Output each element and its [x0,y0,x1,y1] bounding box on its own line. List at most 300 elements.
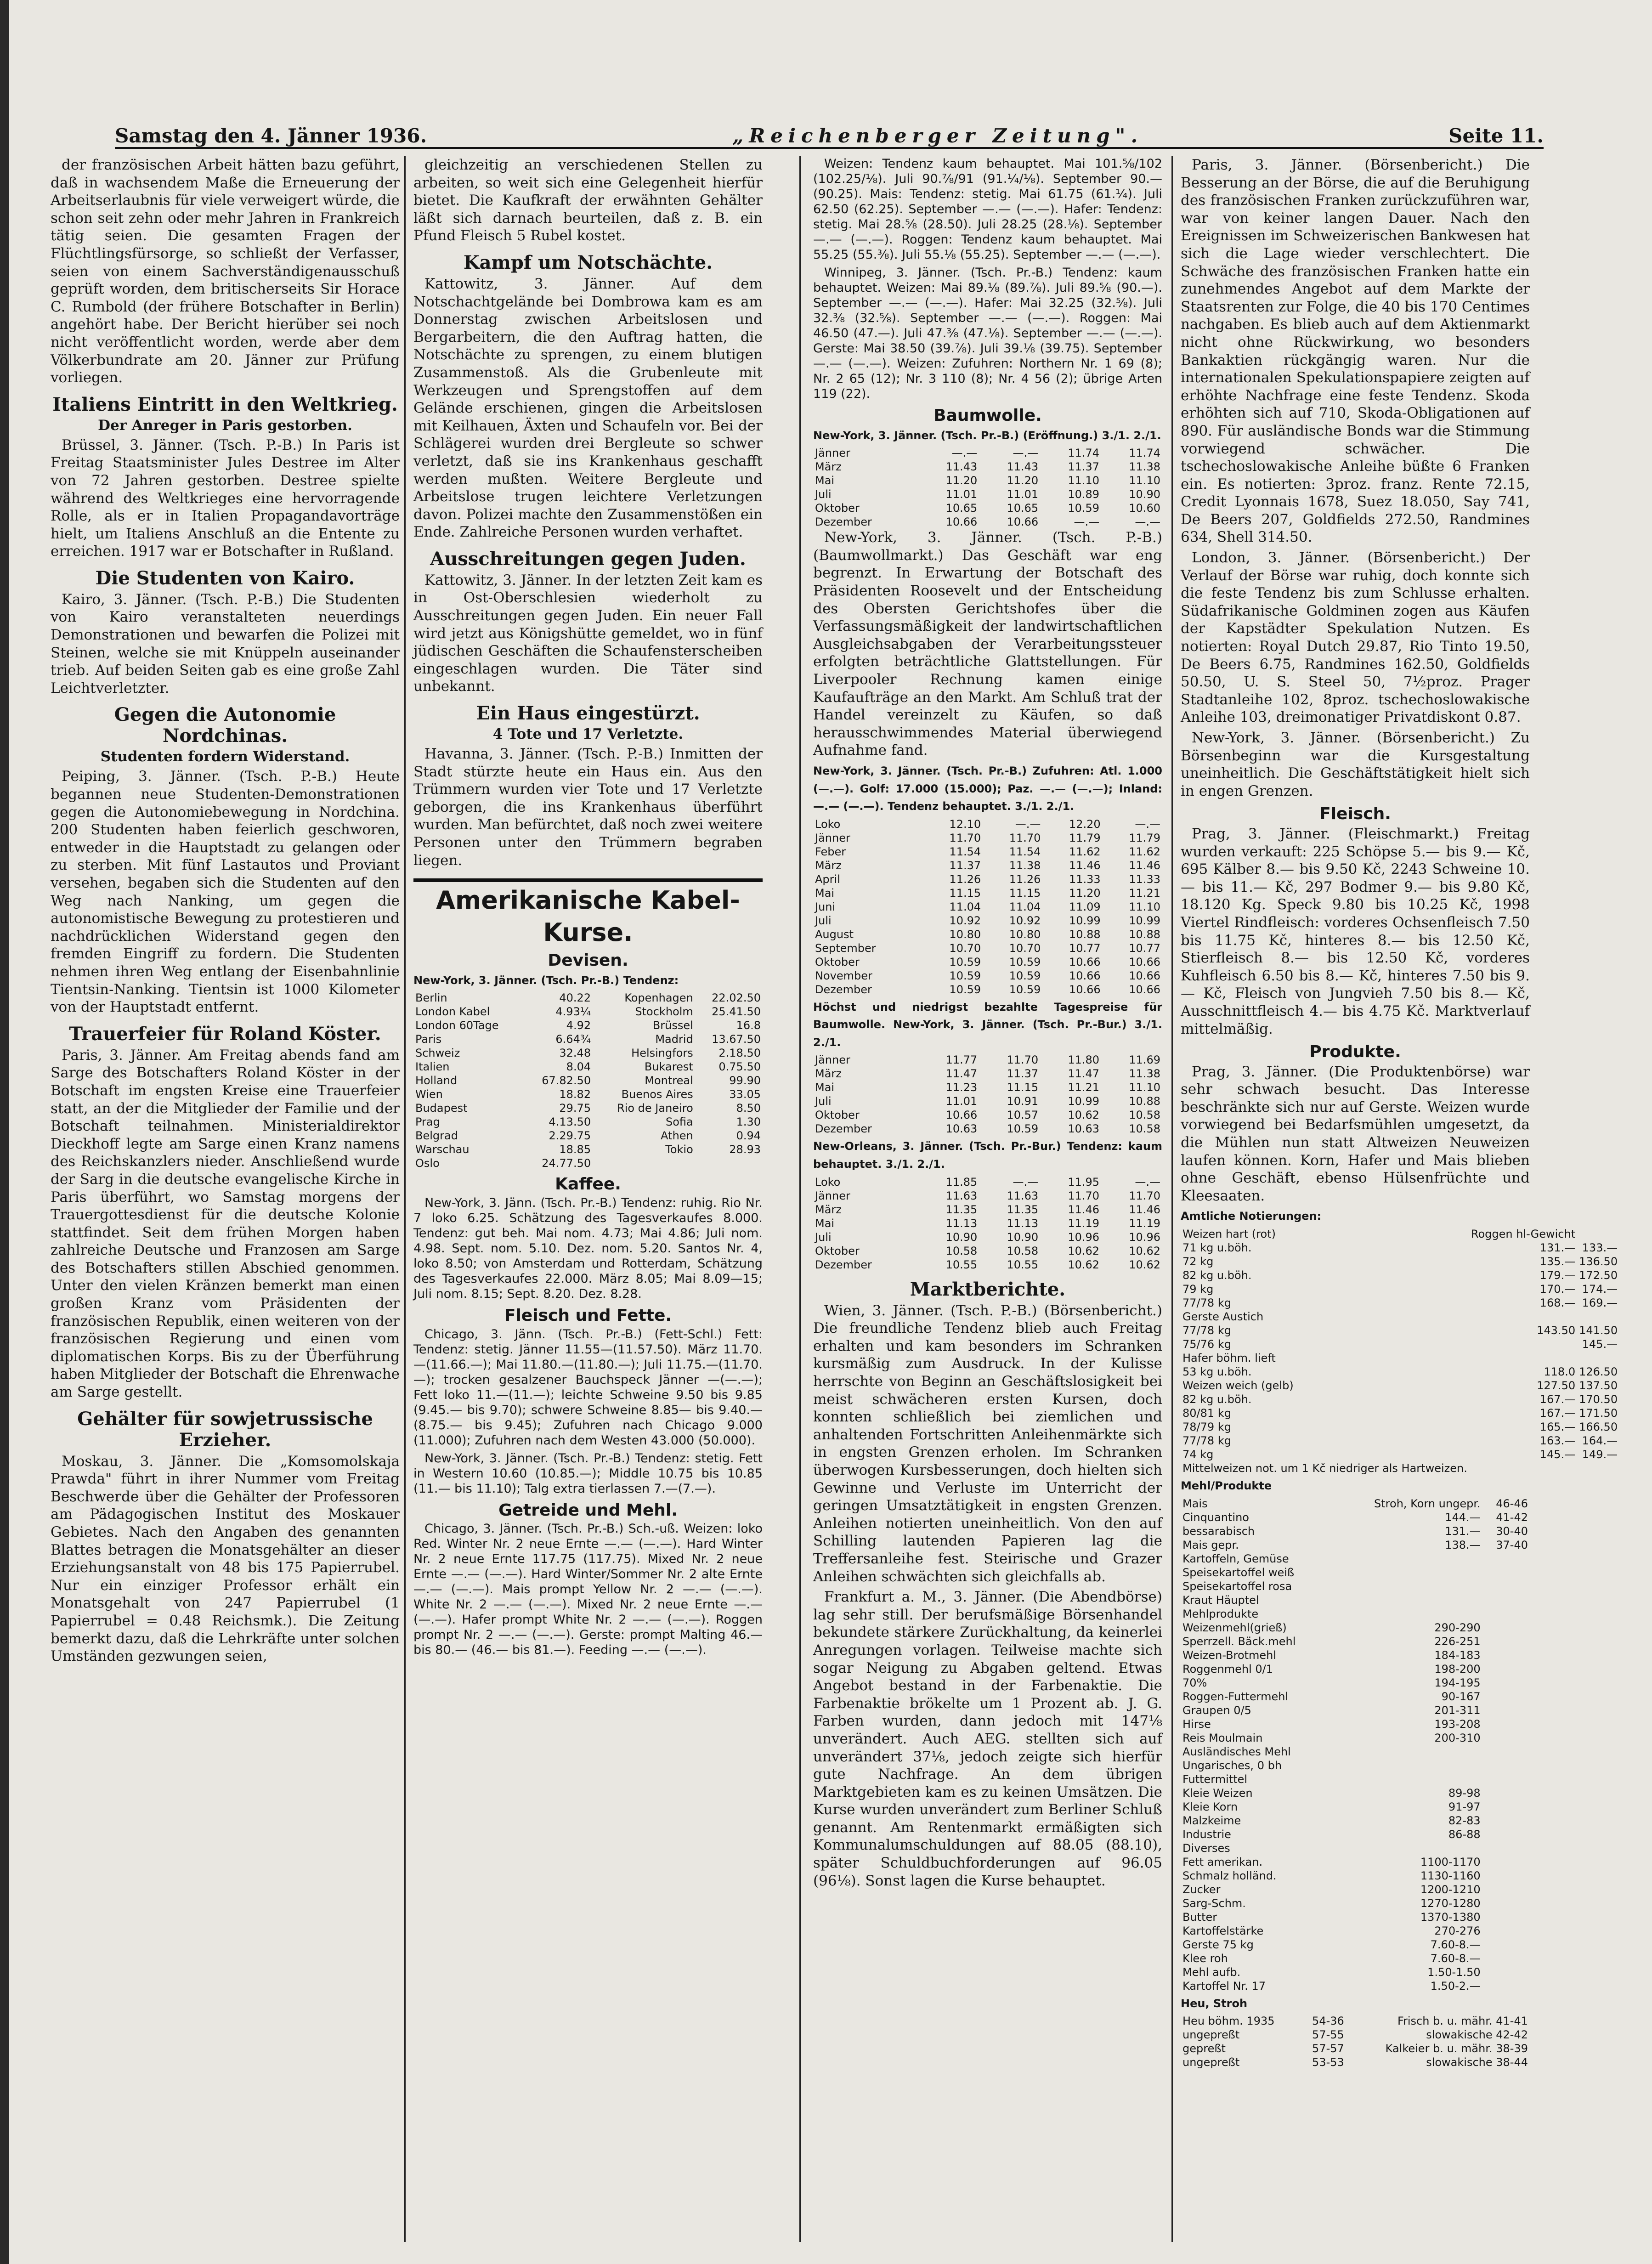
table-cell: 11.46 [1129,859,1160,872]
table-cell: 226-251 [1434,1635,1481,1648]
table-cell: 10.90 [1007,1230,1039,1244]
table-cell: Kopenhagen [624,991,693,1005]
article-text: Moskau, 3. Jänner. Die „Komsomolskaja Prawda" führt in ihrer Nummer vom Freitag Beschwerde über die Gehälter der Professoren am Pädagogischen Institut des Moskauer Gebietes. Nach den Angaben des genannten Blattes betragen die Monatsgehälter an dieser Erziehungsanstalt von 48 bis 175 Papierrubel. Nur ein einziger Professor erhält ein Monatsgehalt von 247 Papierrubel (1 Papierrubel = 0.48 Reichsmk.). Die Zeitung bemerkt dazu, daß die Lehrkräfte unter solchen Umständen gezwungen seien, [51,1453,400,1665]
article-text: Havanna, 3. Jänner. (Tsch. P.-B.) Inmitten der Stadt stürzte heute ein Haus ein. Aus den Trümmern wurden vier Tote und 17 Verletzte geborgen, die ins Krankenhaus überführt wurden. Man befürchtet, daß noch zwei weitere Personen unter den Trümmern begraben liegen. [413,746,763,869]
table-cell: Graupen 0/5 [1182,1704,1251,1717]
table-cell: Sperrzell. Bäck.mehl [1182,1635,1296,1648]
table-cell: Dezember [815,983,872,996]
table-cell: 8.04 [566,1060,591,1074]
article-text: Paris, 3. Jänner. Am Freitag abends fand am Sarge des Botschafters Roland Köster in der Botschaft im engsten Kreise eine Trauerfeier statt, an der die Mitglieder der Familie und der Botschaft teilnahmen. Ministerialdirektor Dieckhoff legte am Sarge einen Kranz namens des Reichskanzlers nieder. Anschließend wurde der Sarg in die deutsche evangelische Kirche in Paris überführt, wo Samstag morgens der Trauergottesdienst für die deutsche Kolonie stattfindet. Seit dem frühen Morgen haben zahlreiche Deutsche und Franzosen am Sarge des Botschafters stillen Abschied genommen. Unter den vielen Kränzen bemerkt man einen großen Kranz vom Präsidenten der französischen Republik, einen weiteren von der französischen Regierung und einen vom diplomatischen Korps. Bis zu der Überführung haben Mitglieder der Botschaft die Ehrenwache am Sarge gestellt. [51,1047,400,1401]
table-row [813,1094,1162,1108]
table-cell [1336,1841,1482,1855]
table-cell: 10.59 [949,983,981,996]
table-row [1181,1497,1530,1511]
column-rule [404,156,406,2242]
headline: Fleisch und Fette. [504,1306,672,1325]
section-title: Kurse. [543,918,633,947]
table-cell: 11.46 [1069,859,1101,872]
table-cell [1577,1461,1619,1475]
table-cell: Juli [815,914,832,927]
table-cell: Stroh, Korn ungepr. [1374,1497,1481,1510]
table-row [813,1203,1162,1217]
table-cell: 67.82.50 [542,1074,591,1087]
table-cell: Hafer böhm. lieft [1182,1352,1276,1365]
table-cell: Holland [415,1074,458,1087]
table-row [413,1129,763,1143]
table-cell: 46-46 [1496,1497,1528,1510]
table-cell [1469,1351,1577,1365]
table-cell: 11.04 [949,900,981,913]
table-cell: —.— [1135,817,1160,831]
table-cell: Fett amerikan. [1182,1855,1263,1868]
table-cell: 10.66 [1129,955,1160,968]
table-cell: 11.47 [1068,1067,1100,1081]
table-cell: 4.92 [566,1019,591,1032]
table-row [1181,1938,1530,1952]
table-cell [1482,1717,1530,1731]
page-header [115,115,1544,149]
table-cell: 10.65 [945,502,978,515]
table-row [1181,1662,1530,1676]
table-cell: Roggen-Futtermehl [1182,1690,1289,1703]
table-row [1181,1296,1619,1310]
headline: Gegen die Autonomie Nordchinas. [114,704,336,747]
article-text: New-York, 3. Jänner. (Tsch. P.-B.) (Baumwollmarkt.) Das Geschäft war eng begrenzt. In Erwartung der Botschaft des Präsidenten Roosevelt und der Entscheidung des Obersten Gerichtshofes über die Verfassungsmäßigkeit der landwirtschaftlichen Ausgleichsabgaben der Verarbeitungssteuer erfolgten beträchtliche Glattstellungen. Für Liverpooler Rechnung kamen einige Kaufaufträge an den Markt. Am Schluß trat der Handel vereinzelt zu Käufen, so daß herausschwimmendes Material überwiegend Aufnahme fand. [813,529,1162,759]
table-cell: 127.50 [1537,1379,1576,1392]
table-cell [1482,1552,1530,1566]
table-cell: 11.01 [945,1095,978,1108]
table-cell: 11.74 [1129,447,1160,460]
table-row [1181,1745,1530,1759]
table-cell: 11.33 [1069,872,1101,886]
table-cell: 10.58 [1129,1122,1160,1136]
table-cell: Malzkeime [1182,1814,1241,1827]
table-cell: 77/78 kg [1182,1324,1231,1337]
table-cell: 11.46 [1129,1203,1160,1216]
table-cell [1482,1938,1530,1952]
table-cell: bessarabisch [1182,1524,1255,1538]
table-row [1181,2028,1530,2042]
table-cell: 11.10 [1129,1081,1160,1094]
table-cell: Mai [815,1081,835,1094]
table-cell: 57-55 [1312,2028,1344,2042]
table-cell: 201-311 [1434,1704,1481,1717]
column-rule [1171,156,1173,2242]
table-cell: 10.66 [1069,983,1101,996]
table-cell: Gerste 75 kg [1182,1938,1254,1951]
table-cell: 28.93 [729,1143,761,1156]
table-cell: 1200-1210 [1420,1883,1481,1896]
table-cell: Wien [415,1088,443,1101]
table-row [1181,1635,1530,1648]
table-cell: 22.02.50 [712,991,761,1005]
table-row [1181,1524,1530,1538]
table-row [1181,1621,1530,1635]
table-cell: 137.50 [1579,1379,1618,1392]
table-cell: 11.37 [1068,460,1100,474]
table-cell: Kleie Weizen [1182,1786,1253,1800]
table-cell: 10.62 [1068,1258,1100,1271]
table-cell [1336,1772,1482,1786]
table-cell: 11.38 [1009,859,1041,872]
table-row [1181,1566,1530,1579]
table-cell: 11.04 [1009,900,1041,913]
table-cell [695,1156,763,1170]
table-cell: 90-167 [1441,1690,1481,1703]
table-cell: 10.63 [945,1122,978,1136]
table-cell: —.— [1135,1175,1160,1189]
table-cell: 11.26 [949,872,981,886]
table-row [1181,1924,1530,1938]
headline: Ein Haus eingestürzt. [476,702,700,724]
table-cell: 77/78 kg [1182,1434,1231,1448]
table-cell: 10.59 [1009,983,1041,996]
table-caption: New-York, 3. Jänner. (Tsch. Pr.-B.) (Eröffnung.) 3./1. 2./1. [813,429,1161,442]
table-cell: 165.— [1539,1421,1576,1434]
table-cell: Kartoffel Nr. 17 [1182,1979,1266,1992]
devisen-table [413,991,763,1170]
table-cell: 10.66 [1007,515,1039,529]
table-cell: ungepreßt [1182,2028,1240,2042]
table-cell: Mais [1182,1497,1208,1510]
table-row [1181,1392,1619,1406]
table-row [1181,1717,1530,1731]
table-cell: 169.— [1582,1296,1618,1310]
heu-table [1181,2014,1530,2069]
table-row [813,817,1162,831]
table-cell: 11.01 [945,488,978,501]
table-row [1181,1511,1530,1524]
table-cell: Tokio [665,1143,693,1156]
table-cell: 10.57 [1007,1109,1039,1122]
table-cell: 91-97 [1448,1800,1481,1813]
table-cell: 80/81 kg [1182,1407,1231,1420]
table-cell: slowakische 38-44 [1426,2056,1528,2069]
table-cell: Athen [661,1129,693,1143]
table-cell: Oktober [815,1244,860,1257]
market-text: Chicago, 3. Jänn. (Tsch. Pr.-B.) (Fett-Schl.) Fett: Tendenz: stetig. Jänner 11.55—(11.57.50). März 11.70.—(11.66.—); Mai 11.80.—(11.80.—); Juli 11.75.—(11.70.—); trocken gesalzener Bauchspeck Jänner —(—.—); Fett loko 11.—(11.—); leichte Schweine 9.50 bis 9.85 (9.45.— bis 9.70); schwere Schweine 8.85— bis 9.40.—(8.75.— bis 9.45); Zufuhren nach Chicago 9.000 (11.000); Zufuhren nach dem Westen 43.000 (50.000). [413,1327,763,1448]
table-cell: 11.37 [1007,1067,1039,1081]
table-row [413,1143,763,1156]
table-cell: 78/79 kg [1182,1421,1231,1434]
table-cell: 10.66 [1069,955,1101,968]
table-cell: 135.— [1539,1255,1576,1268]
table-row [1181,1883,1530,1896]
column-1 [51,156,400,2233]
table-row [1181,1648,1530,1662]
table-row [1181,1255,1619,1268]
table-cell: 174.— [1582,1283,1618,1296]
table-cell: 11.26 [1009,872,1041,886]
table-row [1181,1324,1619,1337]
table-cell: 10.59 [1009,955,1041,968]
table-cell: Kalkeier b. u. mähr. 38-39 [1385,2042,1528,2055]
table-cell: 11.19 [1068,1217,1100,1230]
table-cell: 0.94 [736,1129,761,1143]
table-cell: 10.88 [1129,928,1160,941]
table-row [1181,1461,1619,1475]
table-row [1181,1448,1619,1461]
table-row [1181,1365,1619,1379]
table-cell: 10.80 [949,928,981,941]
table-cell: 10.99 [1068,1095,1100,1108]
table-cell: 11.35 [1007,1203,1039,1216]
table-cell: Montreal [645,1074,693,1087]
market-text: New-York, 3. Jänner. (Tsch. Pr.-B.) Tendenz: stetig. Fett in Western 10.60 (10.85.—); Middle 10.75 bis 10.85 (11.— bis 11.10); Talg extra tierlassen 7.—(7.—). [413,1451,763,1496]
article-text: Brüssel, 3. Jänner. (Tsch. P.-B.) In Paris ist Freitag Staatsminister Jules Destree im Alter von 72 Jahren gestorben. Destree spielte während des Weltkrieges eine hervorragende Rolle, als er in Italien Propagandavorträge hielt, um Italiens Anschluß an die Entente zu erreichen. 1917 war er Botschafter in Rußland. [51,436,400,560]
table-cell: Mai [815,1217,835,1230]
article-text: Peiping, 3. Jänner. (Tsch. P.-B.) Heute begannen neue Studenten-Demonstrationen gegen die Autonomiebewegung in Nordchina. 200 Studenten haben feierlich geschworen, entweder in die Hauptstadt zu gelangen oder zu sterben. Mit fünf Lastautos und Proviant versehen, begaben sich die Studenten auf den Weg nach Nanking, um gegen die autonomistische Bewegung zu protestieren und nachdrücklichen Widerstand gegen den fremden Eingriff zu fordern. Die Studenten nehmen ihren Weg entlang der Eisenbahnlinie Tientsin-Nanking. Tientsin ist 1000 Kilometer von der Hauptstadt entfernt. [51,768,400,1016]
article-text: der französischen Arbeit hätten bazu geführt, daß in wachsendem Maße die Erneuerung der Arbeitserlaubnis für viele verweigert würde, die schon seit zehn oder mehr Jahren in Frankreich tätig seien. Die gesamten Fragen der Flüchtlingsfürsorge, so schließt der Verfasser, seien von einem Sachverständigenausschuß geprüft worden, dem britischerseits Sir Horace C. Rumbold (der frühere Botschafter in Berlin) angehört habe. Der Bericht hierüber sei noch nicht veröffentlicht worden, werde aber dem Völkerbundrate am 20. Jänner zur Prüfung vorliegen. [51,157,400,386]
column-3 [813,156,1162,2233]
headline: Devisen. [548,951,628,970]
table-cell: Stockholm [635,1005,693,1019]
table-row [1181,1579,1530,1593]
table-row [1181,1379,1619,1392]
table-row [413,1046,763,1060]
table-cell: 11.54 [949,845,981,858]
table-cell [1482,1579,1530,1593]
table-row [413,1019,763,1032]
table-cell [1482,1704,1530,1717]
table-row [1181,1855,1530,1869]
table-cell: 11.37 [949,859,981,872]
table-cell: 1370-1380 [1420,1910,1481,1924]
table-row [813,872,1162,886]
table-cell [1482,1676,1530,1690]
table-cell: 10.96 [1068,1230,1100,1244]
table-cell: 11.13 [945,1217,978,1230]
headline: Gehälter für sowjetrussische Erzieher. [77,1408,373,1451]
table-cell: Jänner [815,1053,850,1067]
table-cell: 8.50 [736,1102,761,1115]
table-row [1181,1896,1530,1910]
table-cell: Ungarisches, 0 bh [1182,1759,1282,1772]
headline: Die Studenten von Kairo. [95,567,355,589]
table-cell: 1.50-2.— [1430,1979,1481,1992]
produkte-table [1181,1497,1530,1993]
table-cell: 71 kg u.böh. [1182,1241,1252,1255]
headline: Getreide und Mehl. [498,1500,678,1520]
cotton-table-1 [813,446,1162,529]
table-row [813,501,1162,515]
table-cell [1482,1593,1530,1607]
table-cell: 11.13 [1007,1217,1039,1230]
table-row [413,1101,763,1115]
table-cell: 194-195 [1434,1676,1481,1689]
table-row [813,845,1162,859]
table-cell [1482,1621,1530,1635]
table-cell: 11.79 [1129,831,1160,844]
table-cell: Weizen-Brotmehl [1182,1648,1277,1662]
table-cell [1482,1662,1530,1676]
table-cell: 10.80 [1009,928,1041,941]
table-cell [1482,1979,1530,1993]
market-text: Winnipeg, 3. Jänner. (Tsch. Pr.-B.) Tendenz: kaum behauptet. Weizen: Mai 89.⅛ (89.⅞). Juli 89.⅝ (90.—). September —.— (—.—). Hafer: Mai 32.25 (32.⅝). Juli 32.⅜ (32.⅝). September —.— (—.—). Roggen: Mai 46.50 (47.—). Juli 47.⅜ (47.⅛). September —.— (—.—). Gerste: Mai 38.50 (39.⅞). Juli 39.⅛ (39.75). September —.— (—.—). Weizen: Zufuhren: Northern Nr. 1 69 (8); Nr. 2 65 (12); Nr. 3 110 (8); Nr. 4 56 (2); übrige Arten 119 (22). [813,266,1162,401]
table-cell: 11.85 [945,1175,978,1189]
table-row [413,1032,763,1046]
table-cell: 11.43 [1007,460,1039,474]
table-cell: 11.63 [945,1189,978,1202]
table-cell: Kartoffelstärke [1182,1924,1264,1937]
table-cell: Diverses [1182,1841,1230,1855]
table-cell: Ausländisches Mehl [1182,1745,1291,1758]
table-cell: 10.62 [1129,1258,1160,1271]
table-cell: 82 kg u.böh. [1182,1393,1252,1406]
table-cell: slowakische 42-42 [1426,2028,1528,2042]
table-cell: Dezember [815,515,872,529]
table-cell: 41-42 [1496,1511,1528,1524]
table-cell [1336,1759,1482,1772]
table-cell: 10.91 [1007,1095,1039,1108]
table-row [1181,1952,1530,1965]
table-cell: November [815,969,872,982]
table-cell: 168.— [1539,1296,1576,1310]
table-cell: 11.70 [949,831,981,844]
table-cell [1482,1786,1530,1800]
table-row [413,1005,763,1019]
table-row [1181,1676,1530,1690]
table-cell: 53-53 [1312,2056,1344,2069]
market-text: Weizen: Tendenz kaum behauptet. Mai 101.⅝/102 (102.25/⅛). Juli 90.⅞/91 (91.¼/⅛). September 90.— (90.25). Mais: Tendenz: stetig. Mai 61.75 (61.¼). Juli 62.50 (62.25). September —.— (—.—). Hafer: Tendenz: stetig. Mai 28.⅝ (28.50). Juli 28.25 (28.⅛). September —.— (—.—). Roggen: Tendenz kaum behauptet. Mai 55.25 (55.⅜). Juli 55.⅛ (55.25). September —.— (—.—). [813,157,1162,262]
article-text: Kairo, 3. Jänner. (Tsch. P.-B.) Die Studenten von Kairo veranstalteten neuerdings Demonstrationen und bewarfen die Polizei mit Steinen, welche sie mit Knüppeln auseinander trieb. Auf beiden Seiten gab es eine große Zahl Leichtverletzter. [51,591,400,696]
table-cell: 10.59 [1007,1122,1039,1136]
table-cell: 10.89 [1068,488,1100,501]
article-text: Paris, 3. Jänner. (Börsenbericht.) Die Besserung an der Börse, die auf die Beruhigung des französischen Franken zurückzuführen war, war von keiner langen Dauer. Nach den Ereignissen im Schweizerischen Bankwesen hat sich die Lage wieder verschlechtert. Die Schwäche des französischen Franken hatte ein zunehmendes Angebot auf dem Markte der Staatsrenten zur Folge, die 40 bis 170 Centimes nachgaben. Es blieb auch auf dem Aktienmarkt nicht ohne Rückwirkung, wo besonders Bankaktien rückgängig waren. Nur die internationalen Spekulationspapiere zeigten auf erhöhte Nachfrage eine feste Tendenz. Skoda erhöhten sich auf 710, Skoda-Obligationen auf 890. Für ausländische Bonds war die Stimmung vorwiegend schwächer. Die tschechoslowakische Anleihe büßte 6 Franken ein. Es notierten: 3proz. franz. Rente 72.15, Credit Lyonnais 1678, Suez 18.050, Say 741, De Beers 207, Goldfields 272.50, Randmines 634, Shell 314.50. [1181,157,1530,546]
table-row [813,474,1162,487]
table-cell: 170.50 [1579,1393,1618,1406]
table-cell: 79 kg [1182,1283,1214,1296]
table-row [1181,1690,1530,1704]
table-cell: 25.41.50 [712,1005,761,1019]
table-cell: 1130-1160 [1420,1869,1481,1882]
table-cell: Mai [815,474,835,487]
table-cell: Roggen hl-Gewicht [1471,1228,1576,1241]
headline: Italiens Eintritt in den Weltkrieg. [52,393,398,415]
table-row [1181,1593,1530,1607]
table-cell: 2.18.50 [719,1047,761,1060]
table-cell: 11.20 [1069,886,1101,900]
headline: Produkte. [1309,1042,1401,1062]
table-cell: Sarg-Schm. [1182,1896,1246,1910]
table-cell: 144.— [1445,1511,1481,1524]
table-row [1181,1241,1619,1255]
table-row [1181,1227,1619,1241]
table-cell: Juli [815,1230,832,1244]
table-cell: 6.64¾ [555,1033,591,1046]
table-cell: 136.50 [1579,1255,1618,1268]
column-rule [799,156,801,2242]
table-cell: 0.75.50 [719,1060,761,1074]
table-row [1181,1910,1530,1924]
table-cell: 10.66 [945,515,978,529]
table-cell: 179.— [1539,1269,1576,1282]
cotton-table-3 [813,1053,1162,1136]
table-row [813,1067,1162,1081]
table-cell: Speisekartoffel rosa [1182,1579,1292,1593]
table-cell: Warschau [415,1143,470,1156]
table-row [1181,1337,1619,1351]
table-cell: März [815,859,842,872]
table-cell: Kartoffeln, Gemüse [1182,1552,1289,1565]
table-cell: 7.60-8.— [1430,1952,1481,1965]
table-cell: 11.09 [1069,900,1101,913]
table-cell: Budapest [415,1102,468,1115]
table-row [1181,1979,1530,1993]
headline: Baumwolle. [933,406,1042,425]
table-row [1181,1704,1530,1717]
table-row [413,1087,763,1101]
table-cell: Futtermittel [1182,1772,1248,1786]
table-row [1181,2014,1530,2028]
table-cell: 11.69 [1129,1053,1160,1067]
table-cell [1482,1800,1530,1814]
table-cell: 11.20 [945,474,978,487]
subheadline: Studenten fordern Widerstand. [100,748,350,765]
table-row [813,831,1162,845]
headline: Kampf um Notschächte. [463,251,713,273]
table-cell: 167.— [1539,1407,1576,1420]
table-cell: 11.35 [945,1203,978,1216]
table-row [1181,1800,1530,1814]
table-cell [1577,1227,1619,1241]
table-cell: 118.0 [1544,1365,1576,1379]
table-cell [1482,1566,1530,1579]
table-row [1181,1869,1530,1883]
table-cell: 11.95 [1068,1175,1100,1189]
table-cell: 11.70 [1007,1053,1039,1067]
table-cell: 16.8 [736,1019,761,1032]
table-cell: Madrid [655,1033,693,1046]
market-text: Chicago, 3. Jänner. (Tsch. Pr.-B.) Sch.-uß. Weizen: loko Red. Winter Nr. 2 neue Ernte —.— (—.—). Hard Winter Nr. 2 neue Ernte 117.75 (117.75). Mixed Nr. 2 neue Ernte —.— (—.—). Hard Winter/Sommer Nr. 2 alte Ernte —.— (—.—). Mais prompt Yellow Nr. 2 —.— (—.—). White Nr. 2 —.— (—.—). Mixed Nr. 2 neue Ernte —.— (—.—). Hafer prompt White Nr. 2 —.— (—.—). Roggen prompt Nr. 2 —.— (—.—). Gerste: prompt Malting 46.— bis 80.— (46.— bis 81.—). Feeding —.— (—.—). [413,1522,763,1658]
subheadline: 4 Tote und 17 Verletzte. [492,726,684,743]
table-cell: 37-40 [1496,1538,1528,1551]
table-cell: 33.05 [729,1088,761,1101]
table-cell: 40.22 [559,991,591,1005]
table-cell: Jänner [815,1189,850,1202]
column-4 [1181,156,1618,2233]
table-cell: 30-40 [1496,1524,1528,1538]
table-caption: Heu, Stroh [1181,1997,1248,2010]
table-cell: 170.— [1539,1283,1576,1296]
table-cell: Juli [815,488,832,501]
table-cell: Schmalz holländ. [1182,1869,1277,1882]
table-cell: Mai [815,886,835,900]
table-row [1181,1351,1619,1365]
table-cell: 163.— [1539,1434,1576,1448]
table-cell: 11.70 [1068,1189,1100,1202]
table-cell: 13.67.50 [712,1033,761,1046]
table-cell [1482,1910,1530,1924]
table-cell: März [815,1203,842,1216]
table-cell: 166.50 [1579,1421,1618,1434]
subheadline: Der Anreger in Paris gestorben. [98,417,352,434]
table-row [1181,2055,1530,2069]
table-cell: 57-57 [1312,2042,1344,2055]
table-cell: 10.62 [1129,1244,1160,1257]
table-cell: 10.77 [1129,941,1160,955]
table-cell: 143.50 [1537,1324,1576,1337]
table-cell: 70% [1182,1676,1207,1689]
table-cell: 200-310 [1434,1731,1481,1744]
table-cell: 82-83 [1448,1814,1481,1827]
table-cell: Prag [415,1115,440,1129]
table-cell: 11.47 [945,1067,978,1081]
table-cell: 11.46 [1068,1203,1100,1216]
table-row [813,1189,1162,1203]
table-cell: 11.54 [1009,845,1041,858]
table-cell: Weizen weich (gelb) [1182,1379,1294,1392]
